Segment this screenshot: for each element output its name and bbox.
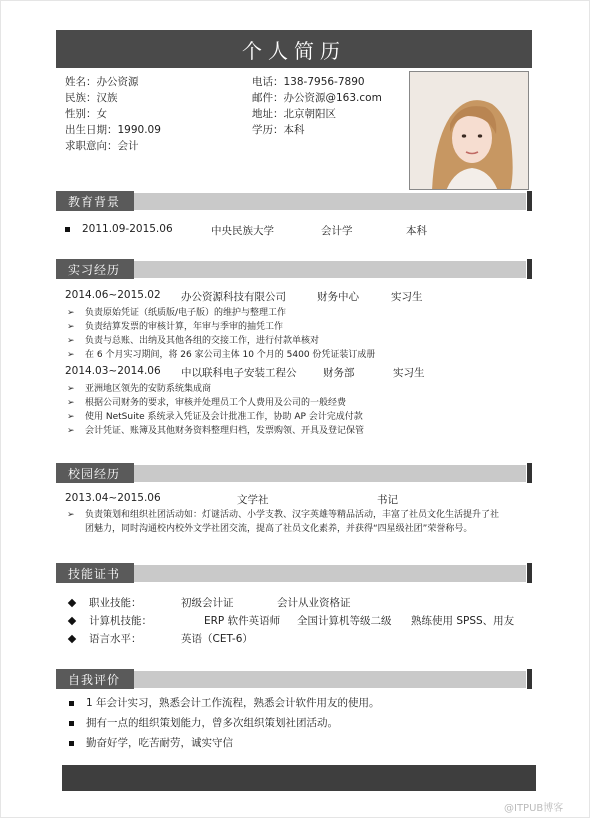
intern1-date: 2014.06~2015.02 (65, 289, 161, 301)
intern2-role: 实习生 (393, 367, 425, 379)
arrow-bullet-icon: ➢ (67, 308, 75, 318)
info-education: 学历：本科 (252, 124, 305, 136)
section-campus-title: 校园经历 (56, 463, 134, 483)
personal-info-left (65, 74, 161, 154)
info-job-intent: 求职意向：会计 (65, 140, 139, 152)
edu-row (65, 223, 173, 235)
section-education-header (56, 191, 532, 211)
section-skills-header (56, 563, 532, 583)
section-self-title: 自我评价 (56, 669, 134, 689)
campus-org: 文学社 (237, 494, 269, 506)
section-self-header (56, 669, 532, 689)
intern2-dept: 财务部 (323, 367, 355, 379)
square-bullet-icon (69, 701, 74, 706)
intern1-item: ➢ 在 6 个月实习期间，将 26 家公司主体 10 个月的 5400 份凭证装订成册 (67, 350, 376, 360)
skill-value: 会计从业资格证 (277, 597, 351, 609)
info-ethnicity: 民族：汉族 (65, 92, 118, 104)
skill-row: 计算机技能： (69, 613, 152, 628)
intern2-company: 中以联科电子安装工程公 (181, 367, 297, 379)
edu-degree: 本科 (406, 225, 427, 237)
diamond-bullet-icon (68, 617, 76, 625)
intern1-role: 实习生 (391, 291, 423, 303)
footer-bar (62, 765, 536, 791)
square-bullet-icon (69, 721, 74, 726)
self-item: 拥有一点的组织策划能力，曾多次组织策划社团活动。 (69, 715, 338, 730)
square-bullet-icon (69, 741, 74, 746)
resume-title: 个人简历 (56, 30, 532, 68)
edu-major: 会计学 (321, 225, 353, 237)
intern1-item: ➢ 负责与总账、出纳及其他各组的交接工作，进行付款单核对 (67, 336, 320, 346)
intern2-item: ➢ 亚洲地区领先的安防系统集成商 (67, 384, 212, 394)
self-item: 1 年会计实习，熟悉会计工作流程，熟悉会计软件用友的使用。 (69, 695, 380, 710)
skill-value: 全国计算机等级二级 (297, 615, 392, 627)
intern1-company: 办公资源科技有限公司 (181, 291, 286, 303)
skill-value: 初级会计证 (181, 597, 234, 609)
intern1-item: ➢ 负责结算发票的审核计算，年审与季审的抽凭工作 (67, 322, 284, 332)
self-item: 勤奋好学，吃苦耐劳，诚实守信 (69, 735, 233, 750)
arrow-bullet-icon: ➢ (67, 322, 75, 332)
info-phone: 电话：138-7956-7890 (252, 76, 365, 88)
campus-role: 书记 (377, 494, 398, 506)
campus-date: 2013.04~2015.06 (65, 492, 161, 504)
campus-item: ➢ 负责策划和组织社团活动如：灯谜活动、小学支教、汉字英雄等精品活动，丰富了社员文化生活提升了社 (67, 510, 500, 520)
arrow-bullet-icon: ➢ (67, 336, 75, 346)
skill-row: 职业技能： (69, 595, 142, 610)
info-email: 邮件：办公资源@163.com (252, 92, 382, 104)
section-internship-header (56, 259, 532, 279)
arrow-bullet-icon: ➢ (67, 398, 75, 408)
intern2-item: ➢ 根据公司财务的要求，审核并处理员工个人费用及公司的一般经费 (67, 398, 347, 408)
section-internship-title: 实习经历 (56, 259, 134, 279)
intern1-dept: 财务中心 (317, 291, 359, 303)
intern2-item: ➢ 使用 NetSuite 系统录入凭证及会计批准工作，协助 AP 会计完成付款 (67, 412, 363, 422)
intern1-item: ➢ 负责原始凭证（纸质版/电子版）的维护与整理工作 (67, 308, 287, 318)
section-education-title: 教育背景 (56, 191, 134, 211)
square-bullet-icon (65, 227, 70, 232)
arrow-bullet-icon: ➢ (67, 510, 75, 520)
personal-info-right (252, 74, 382, 138)
section-campus-header (56, 463, 532, 483)
diamond-bullet-icon (68, 599, 76, 607)
info-birthdate: 出生日期：1990.09 (65, 124, 161, 136)
skill-value: ERP 软件英语师 (204, 615, 281, 627)
skill-row: 语言水平： (69, 631, 142, 646)
arrow-bullet-icon: ➢ (67, 412, 75, 422)
skill-value: 英语（CET-6） (181, 633, 253, 645)
intern2-item: ➢ 会计凭证、账簿及其他财务资料整理归档，发票购领、开具及登记保管 (67, 426, 365, 436)
profile-photo (409, 71, 529, 190)
edu-date: 2011.09-2015.06 (82, 223, 173, 235)
arrow-bullet-icon: ➢ (67, 384, 75, 394)
arrow-bullet-icon: ➢ (67, 426, 75, 436)
campus-item-cont: 团魅力，同时沟通校内校外文学社团交流，提高了社员文化素养，并获得“四星级社团”荣誉称号。 (85, 524, 473, 534)
info-address: 地址：北京朝阳区 (252, 108, 336, 120)
diamond-bullet-icon (68, 635, 76, 643)
edu-school: 中央民族大学 (211, 225, 274, 237)
info-name: 姓名：办公资源 (65, 76, 139, 88)
arrow-bullet-icon: ➢ (67, 350, 75, 360)
watermark: @ITPUB博客 (504, 803, 564, 814)
intern2-date: 2014.03~2014.06 (65, 365, 161, 377)
section-skills-title: 技能证书 (56, 563, 134, 583)
info-gender: 性别：女 (65, 108, 107, 120)
skill-value: 熟练使用 SPSS、用友 (411, 615, 515, 627)
